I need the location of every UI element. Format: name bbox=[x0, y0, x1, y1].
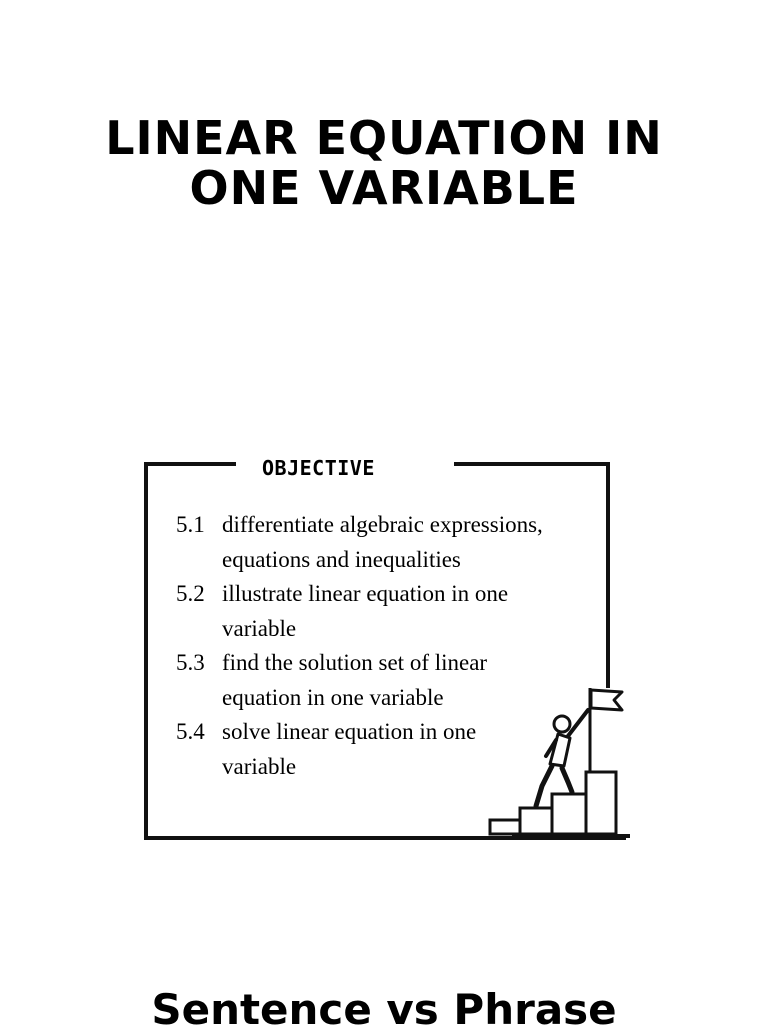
objective-box bbox=[144, 452, 630, 844]
next-slide-title: Sentence vs Phrase bbox=[151, 985, 617, 1034]
objective-item bbox=[176, 508, 556, 577]
slide-title bbox=[0, 113, 768, 213]
slide-title-line-2: ONE VARIABLE bbox=[189, 161, 579, 215]
objective-item-text: find the solution set of linear equation in one variable bbox=[222, 650, 488, 710]
objective-item-number: 5.4 bbox=[176, 719, 205, 744]
objective-item-number: 5.1 bbox=[176, 512, 205, 537]
objective-heading: OBJECTIVE bbox=[262, 456, 375, 480]
objective-item-number: 5.2 bbox=[176, 581, 205, 606]
climber-flag-icon bbox=[484, 682, 630, 840]
objective-item-text: illustrate linear equation in one variable bbox=[222, 581, 509, 641]
objective-item-text: solve linear equation in one variable bbox=[222, 719, 477, 779]
objective-item-number: 5.3 bbox=[176, 650, 205, 675]
slide-title-line-1: LINEAR EQUATION IN bbox=[105, 111, 663, 165]
objective-item bbox=[176, 577, 556, 646]
objective-item-text: differentiate algebraic expressions, equations and inequalities bbox=[222, 512, 543, 572]
